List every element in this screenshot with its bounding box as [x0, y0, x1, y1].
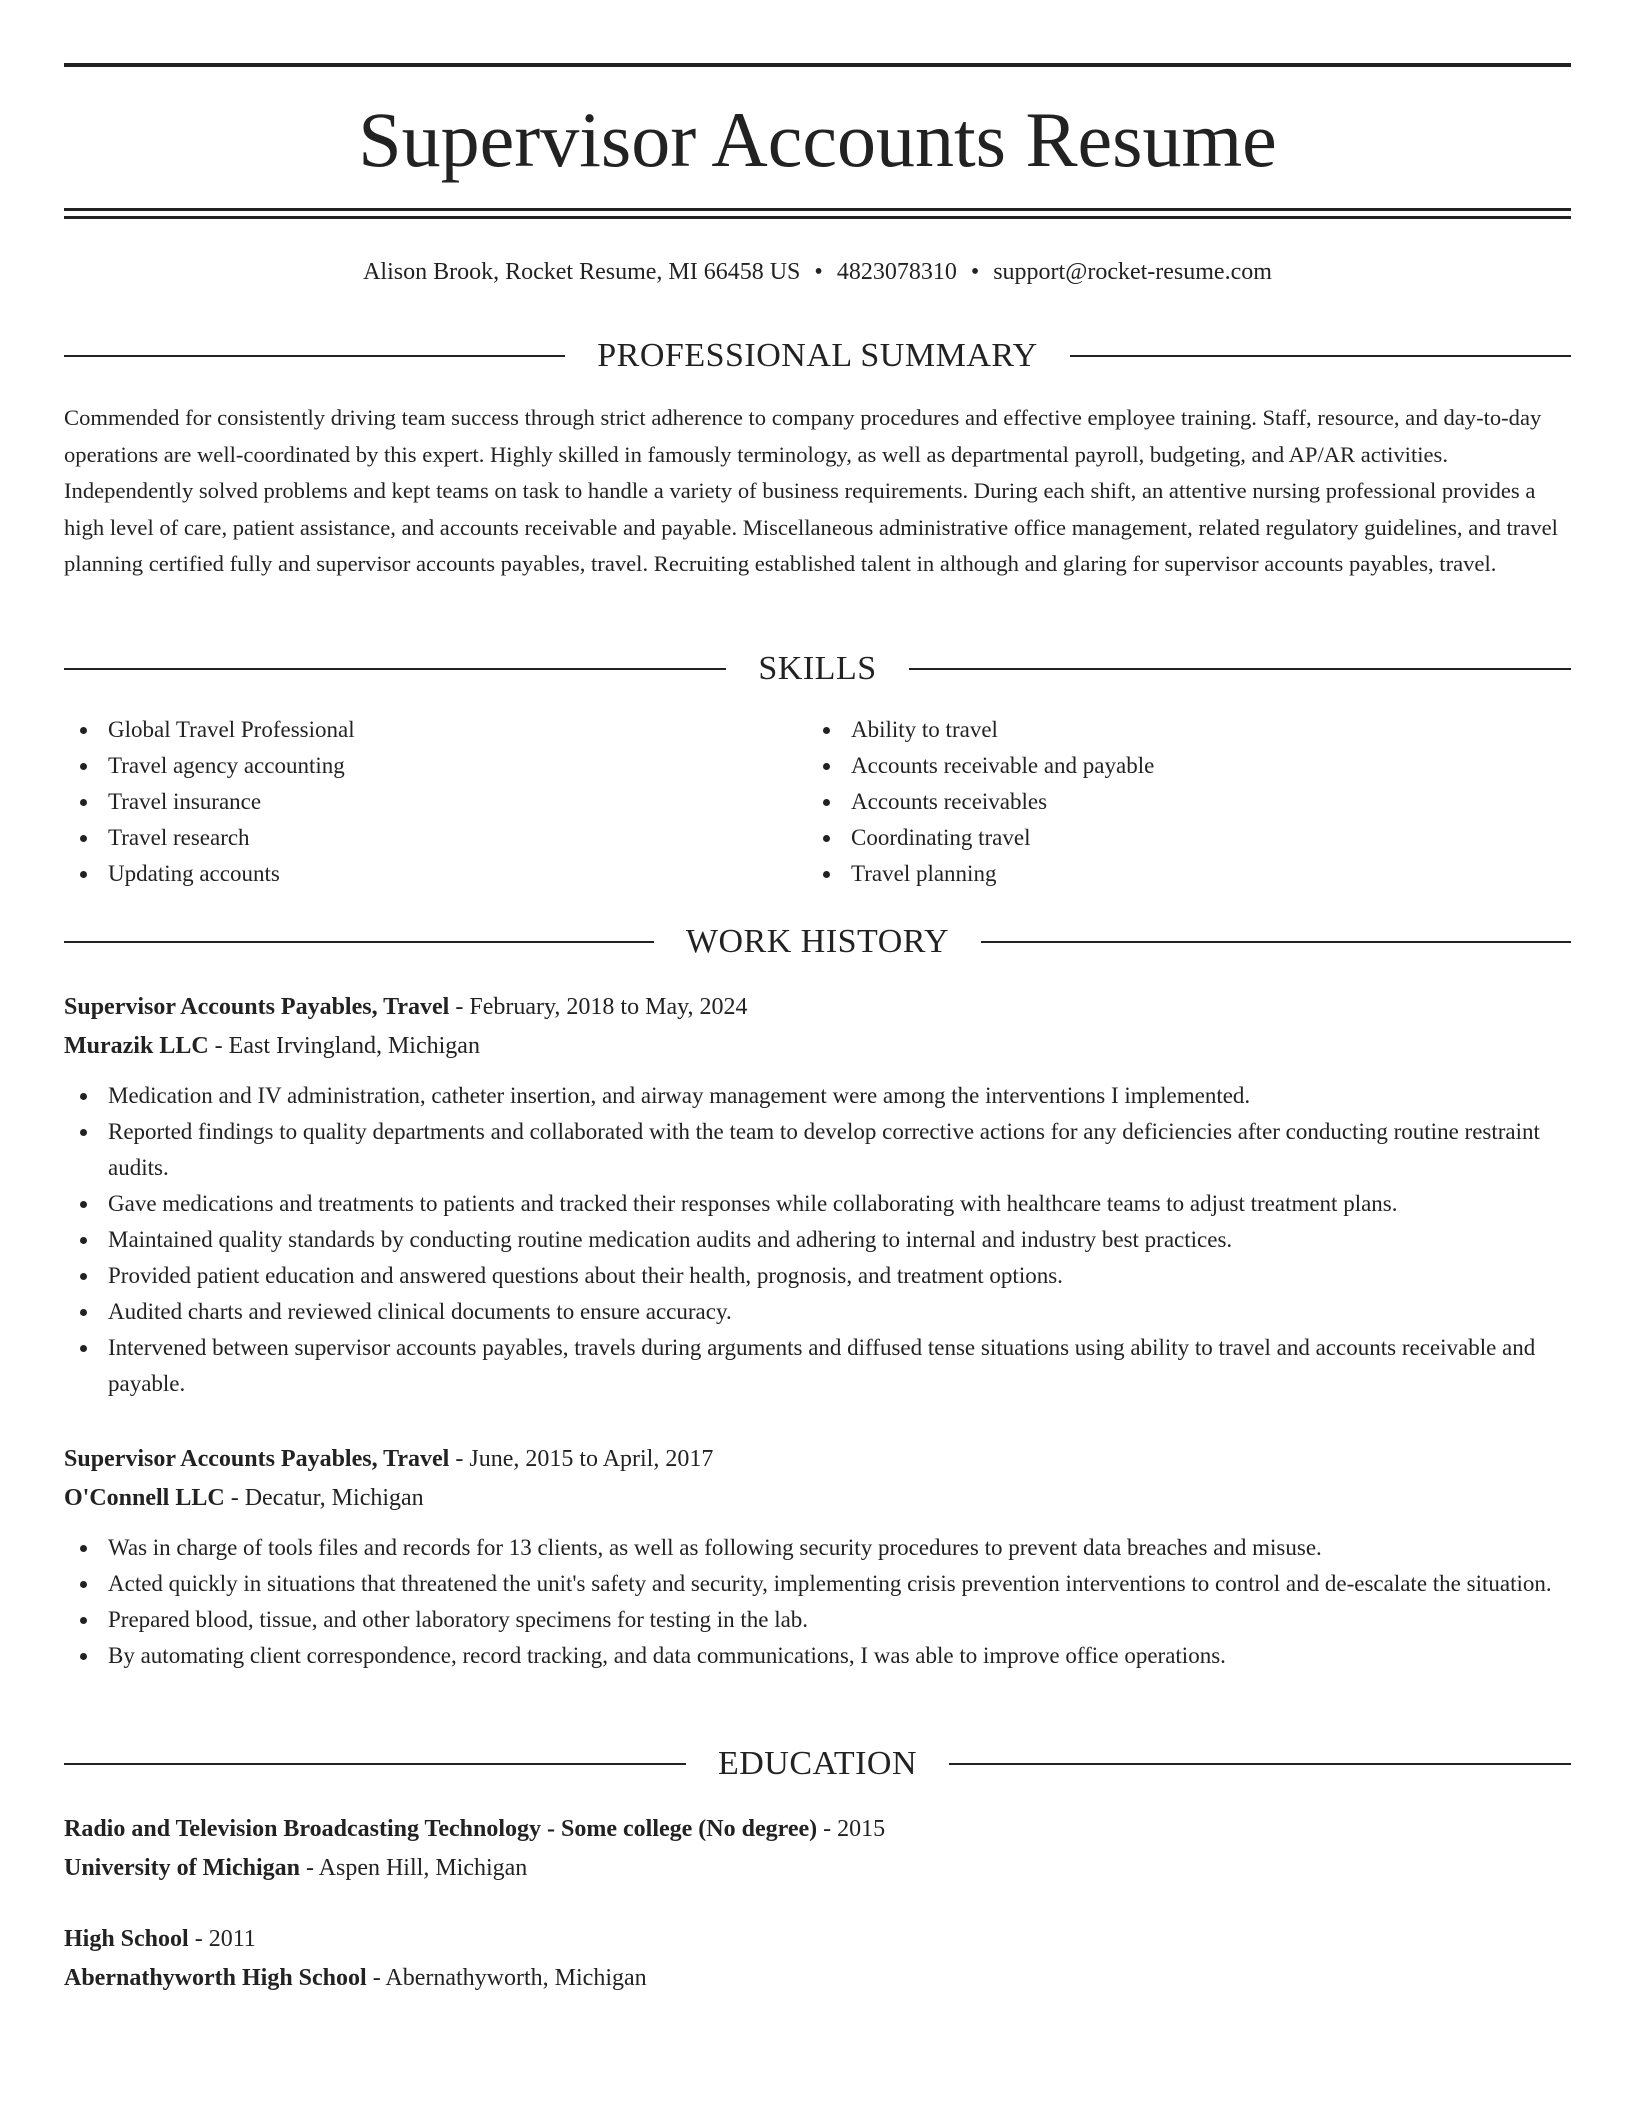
- skills-heading: [64, 649, 1571, 689]
- job-bullet: Was in charge of tools files and records for 13 clients, as well as following security procedures to prevent data breaches and misuse.: [64, 1530, 1571, 1566]
- education-degree-line: [64, 1810, 1571, 1849]
- skill-item: Coordinating travel: [807, 820, 1550, 856]
- education-location: - Abernathyworth, Michigan: [366, 1965, 647, 1991]
- job-dates: - February, 2018 to May, 2024: [449, 994, 748, 1020]
- page-title: Supervisor Accounts Resume: [358, 96, 1277, 183]
- job-dates: - June, 2015 to April, 2017: [449, 1446, 714, 1472]
- education-school: University of Michigan: [64, 1855, 300, 1881]
- education-degree: Radio and Television Broadcasting Technology - Some college (No degree): [64, 1816, 818, 1842]
- job-title-line: [64, 1440, 1571, 1479]
- job-location: - Decatur, Michigan: [224, 1485, 424, 1511]
- education-entry: [64, 1920, 1571, 1998]
- skill-item: Travel agency accounting: [64, 748, 807, 784]
- contact-email: support@rocket-resume.com: [993, 259, 1272, 285]
- work-heading: [64, 922, 1571, 962]
- job-entry: [64, 1440, 1571, 1674]
- skill-item: Accounts receivables: [807, 784, 1550, 820]
- top-rule: [64, 63, 1571, 67]
- education-school-line: [64, 1959, 1571, 1998]
- job-bullets: [64, 1078, 1571, 1402]
- divider: [909, 668, 1571, 670]
- job-company-line: [64, 1479, 1571, 1518]
- education-degree-line: [64, 1920, 1571, 1959]
- education-year: - 2015: [817, 1816, 886, 1842]
- skill-item: Travel research: [64, 820, 807, 856]
- contact-address: Alison Brook, Rocket Resume, MI 66458 US: [363, 259, 801, 285]
- divider: [64, 1763, 686, 1765]
- skills-heading-label: SKILLS: [758, 650, 877, 687]
- summary-heading: [64, 336, 1571, 376]
- skill-item: Global Travel Professional: [64, 712, 807, 748]
- education-location: - Aspen Hill, Michigan: [299, 1855, 528, 1881]
- job-title: Supervisor Accounts Payables, Travel: [64, 994, 450, 1020]
- job-company: Murazik LLC: [64, 1033, 209, 1059]
- job-location: - East Irvingland, Michigan: [208, 1033, 480, 1059]
- education-entry: [64, 1810, 1571, 1888]
- skill-item: Ability to travel: [807, 712, 1550, 748]
- job-bullet: Medication and IV administration, catheter insertion, and airway management were among the interventions I implemented.: [64, 1078, 1571, 1114]
- summary-text: Commended for consistently driving team success through strict adherence to company procedures and effective employee training. Staff, resource, and day-to-day operations are well-coordinated by this expert. Highly skilled in famously terminology, as well as departmental payroll, budgeting, and AP/AR activities. Independently solved problems and kept teams on task to handle a variety of business requirements. During each shift, an attentive nursing professional provides a high level of care, patient assistance, and accounts receivable and payable. Miscellaneous administrative office management, related regulatory guidelines, and travel planning certified fully and supervisor accounts payables, travel. Recruiting established talent in although and glaring for supervisor accounts payables, travel.: [64, 405, 1558, 577]
- title-rule-lower: [64, 216, 1571, 219]
- skill-item: Travel insurance: [64, 784, 807, 820]
- education-school-line: [64, 1849, 1571, 1888]
- job-entry: [64, 988, 1571, 1402]
- contact-separator: •: [814, 259, 823, 285]
- job-bullet: Acted quickly in situations that threatened the unit's safety and security, implementing crisis prevention interventions to control and de-escalate the situation.: [64, 1566, 1571, 1602]
- work-heading-label: WORK HISTORY: [685, 923, 950, 960]
- job-title: Supervisor Accounts Payables, Travel: [64, 1446, 450, 1472]
- skills-column-right: [807, 712, 1550, 892]
- skill-item: Updating accounts: [64, 856, 807, 892]
- contact-phone: 4823078310: [836, 259, 957, 285]
- job-bullet: Prepared blood, tissue, and other laboratory specimens for testing in the lab.: [64, 1602, 1571, 1638]
- skills-list: [64, 712, 1571, 892]
- job-company: O'Connell LLC: [64, 1485, 225, 1511]
- job-bullet: By automating client correspondence, record tracking, and data communications, I was able to improve office operations.: [64, 1638, 1571, 1674]
- job-title-line: [64, 988, 1571, 1027]
- education-year: - 2011: [188, 1926, 256, 1952]
- job-bullet: Provided patient education and answered questions about their health, prognosis, and treatment options.: [64, 1258, 1571, 1294]
- summary-heading-label: PROFESSIONAL SUMMARY: [597, 337, 1038, 374]
- divider: [64, 668, 726, 670]
- divider: [64, 941, 654, 943]
- job-company-line: [64, 1027, 1571, 1066]
- skill-item: Accounts receivable and payable: [807, 748, 1550, 784]
- job-bullet: Reported findings to quality departments and collaborated with the team to develop corrective actions for any deficiencies after conducting routine restraint audits.: [64, 1114, 1571, 1186]
- skill-item: Travel planning: [807, 856, 1550, 892]
- job-bullet: Intervened between supervisor accounts payables, travels during arguments and diffused tense situations using ability to travel and accounts receivable and payable.: [64, 1330, 1571, 1402]
- contact-line: [64, 256, 1571, 288]
- job-bullet: Gave medications and treatments to patients and tracked their responses while collaborating with healthcare teams to adjust treatment plans.: [64, 1186, 1571, 1222]
- education-heading: [64, 1744, 1571, 1784]
- divider: [949, 1763, 1571, 1765]
- title-rule-upper: [64, 208, 1571, 211]
- education-school: Abernathyworth High School: [64, 1965, 367, 1991]
- education-degree: High School: [64, 1926, 189, 1952]
- divider: [64, 355, 565, 357]
- job-bullet: Maintained quality standards by conducting routine medication audits and adhering to internal and industry best practices.: [64, 1222, 1571, 1258]
- job-bullets: [64, 1530, 1571, 1674]
- job-bullet: Audited charts and reviewed clinical documents to ensure accuracy.: [64, 1294, 1571, 1330]
- divider: [981, 941, 1571, 943]
- divider: [1070, 355, 1571, 357]
- skills-column-left: [64, 712, 807, 892]
- contact-separator: •: [970, 259, 980, 285]
- education-heading-label: EDUCATION: [717, 1745, 918, 1782]
